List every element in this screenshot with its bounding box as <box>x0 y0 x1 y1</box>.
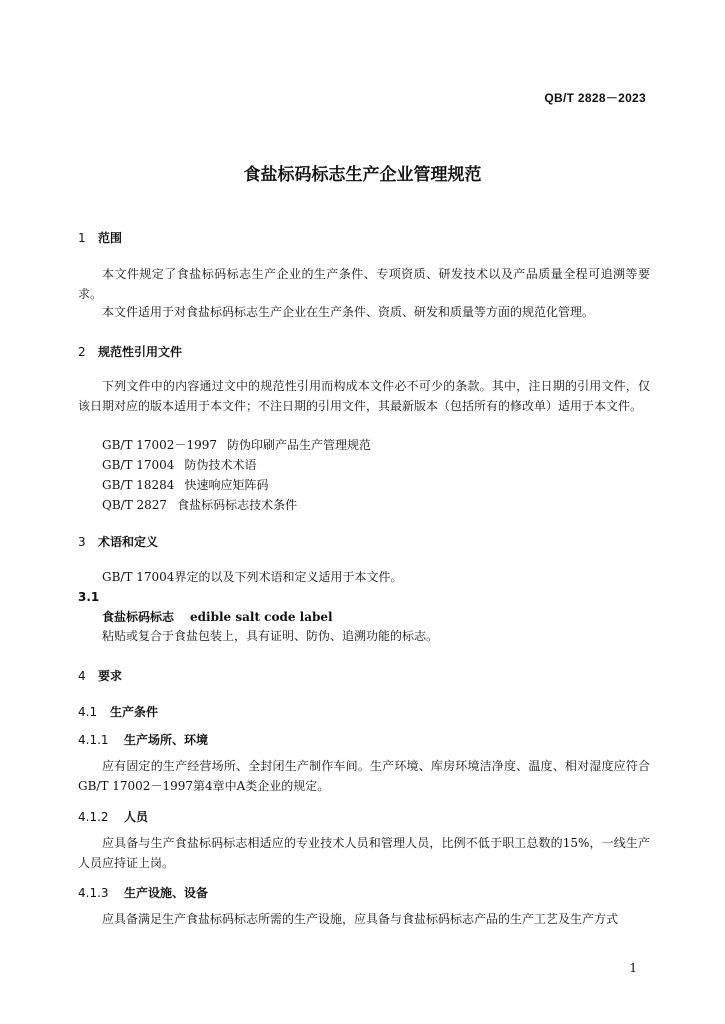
subsection-4-1-1-heading <box>78 731 208 748</box>
section-title: 术语和定义 <box>98 535 159 549</box>
page-number: 1 <box>629 961 637 975</box>
section-title: 生产设施、设备 <box>124 886 209 900</box>
section-2-heading <box>78 343 182 360</box>
section-number: 4.1 <box>78 705 98 719</box>
section-title: 要求 <box>98 669 123 683</box>
paragraph: 应有固定的生产经营场所、全封闭生产制作车间。生产环境、库房环境洁净度、温度、相对湿度应符合GB/T 17002－1997第4章中A类企业的规定。 <box>78 759 650 793</box>
section-number: 4.1.2 <box>78 810 109 824</box>
document-title: 食盐标码标志生产企业管理规范 <box>243 165 482 185</box>
section-number: 4.1.1 <box>78 733 109 747</box>
section-number: 4 <box>78 669 86 683</box>
section-number: 3 <box>78 535 86 549</box>
paragraph: 应具备满足生产食盐标码标志所需的生产设施，应具备与食盐标码标志产品的生产工艺及生产方式 <box>102 912 619 926</box>
section-4-heading <box>78 667 122 684</box>
paragraph: 本文件适用于对食盐标码标志生产企业在生产条件、资质、研发和质量等方面的规范化管理。 <box>102 305 595 319</box>
reference-code: GB/T 17002－1997 <box>102 438 217 452</box>
term-entry <box>102 608 333 625</box>
reference-name: 食盐标码标志技术条件 <box>177 498 298 512</box>
reference-name: 防伪印刷产品生产管理规范 <box>226 438 371 452</box>
section-number: 2 <box>78 345 86 359</box>
section-number: 1 <box>78 231 86 245</box>
term-chinese: 食盐标码标志 <box>102 610 175 624</box>
section-title: 生产条件 <box>110 705 159 719</box>
paragraph: 应具备与生产食盐标码标志相适应的专业技术人员和管理人员，比例不低于职工总数的15%，一线生产人员应持证上岗。 <box>78 836 650 870</box>
section-title: 生产场所、环境 <box>124 733 209 747</box>
reference-name: 防伪技术术语 <box>184 458 257 472</box>
section-title: 规范性引用文件 <box>98 345 183 359</box>
term-definition: 粘贴或复合于食盐包装上，具有证明、防伪、追溯功能的标志。 <box>102 629 439 643</box>
reference-code: GB/T 17004 <box>102 458 175 472</box>
term-number: 3.1 <box>78 590 100 604</box>
subsection-4-1-3-heading <box>78 884 208 901</box>
subsection-4-1-2-heading <box>78 808 148 825</box>
subsection-4-1-heading <box>78 703 158 720</box>
paragraph: 本文件规定了食盐标码标志生产企业的生产条件、专项资质、研发技术以及产品质量全程可追溯等要求。 <box>78 267 650 301</box>
section-1-heading <box>78 229 122 246</box>
reference-code: GB/T 18284 <box>102 478 175 492</box>
reference-item <box>102 476 268 493</box>
paragraph: GB/T 17004界定的以及下列术语和定义适用于本文件。 <box>102 570 403 584</box>
reference-item <box>102 436 371 453</box>
section-3-heading <box>78 533 158 550</box>
standard-code: QB/T 2828－2023 <box>544 91 646 105</box>
term-english: edible salt code label <box>190 610 333 624</box>
reference-code: QB/T 2827 <box>102 498 168 512</box>
section-number: 4.1.3 <box>78 886 109 900</box>
reference-item <box>102 496 297 513</box>
reference-name: 快速响应矩阵码 <box>184 478 269 492</box>
paragraph: 下列文件中的内容通过文中的规范性引用而构成本文件必不可少的条款。其中，注日期的引用文件，仅该日期对应的版本适用于本文件；不注日期的引用文件，其最新版本（包括所有的修改单）适用于本文件。 <box>78 379 650 413</box>
reference-item <box>102 456 256 473</box>
section-title: 范围 <box>98 231 123 245</box>
section-title: 人员 <box>124 810 149 824</box>
